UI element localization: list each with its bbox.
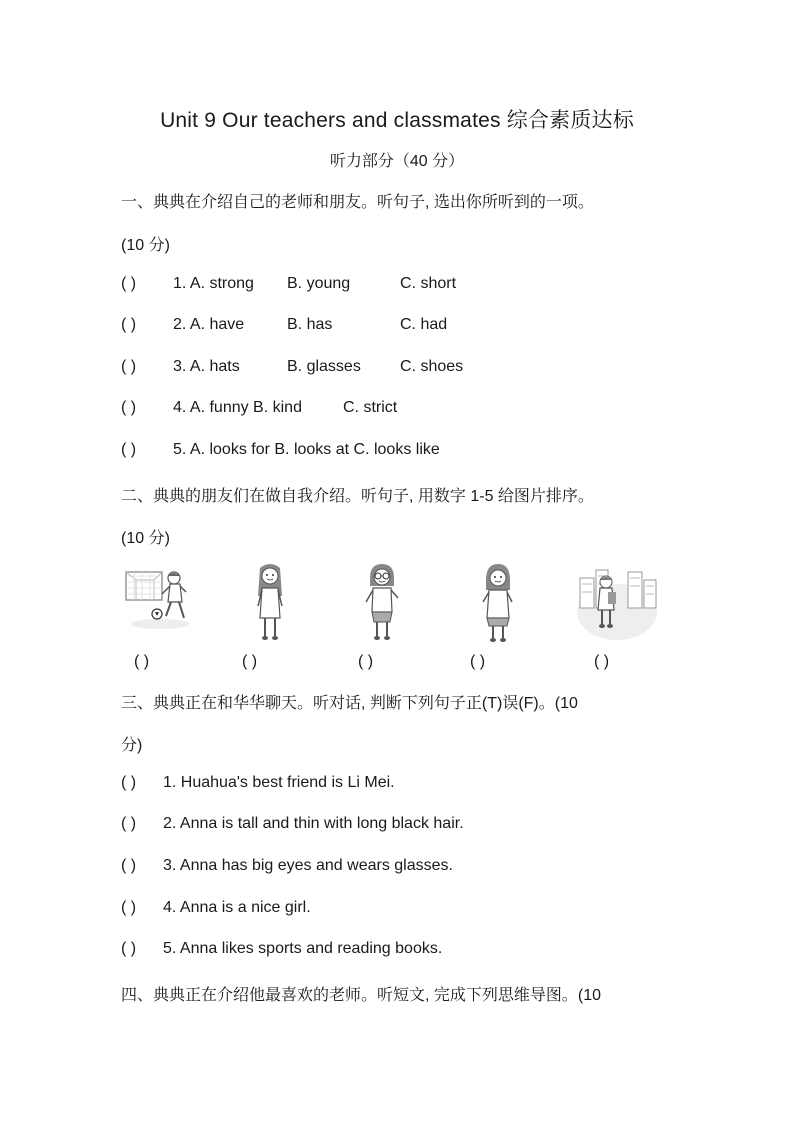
section1-score: (10 分) [121, 237, 170, 254]
boy-in-street-icon [576, 562, 658, 640]
picture-order-blank[interactable]: ( ) [134, 653, 150, 670]
statement-text: 1. Huahua's best friend is Li Mei. [163, 774, 395, 791]
answer-blank[interactable]: ( ) [121, 815, 137, 832]
answer-blank[interactable]: ( ) [121, 899, 137, 916]
answer-blank[interactable]: ( ) [121, 358, 137, 375]
option-b: B. young [287, 275, 351, 292]
option-a: 4. A. funny B. kind [173, 399, 302, 416]
answer-blank[interactable]: ( ) [121, 316, 137, 333]
option-a: 2. A. have [173, 316, 245, 333]
girl-short-hair-icon [474, 562, 522, 646]
statement-text: 4. Anna is a nice girl. [163, 899, 311, 916]
option-c: C. had [400, 316, 448, 333]
answer-blank[interactable]: ( ) [121, 399, 137, 416]
option-c: C. short [400, 275, 457, 292]
picture-order-blank[interactable]: ( ) [242, 653, 258, 670]
option-c: C. strict [343, 399, 398, 416]
answer-blank[interactable]: ( ) [121, 441, 137, 458]
answer-blank[interactable]: ( ) [121, 857, 137, 874]
girl-with-glasses-icon [358, 562, 406, 646]
girl-long-hair-icon [246, 562, 294, 646]
option-b: B. glasses [287, 358, 361, 375]
option-a: 1. A. strong [173, 275, 254, 292]
boy-playing-football-icon [124, 562, 196, 634]
section2-heading: 二、典典的朋友们在做自我介绍。听句子, 用数字 1-5 给图片排序。 [121, 488, 594, 505]
statement-text: 3. Anna has big eyes and wears glasses. [163, 857, 453, 874]
option-a: 5. A. looks for B. looks at C. looks like [173, 441, 440, 458]
listening-part-subtitle: 听力部分（40 分） [329, 153, 465, 170]
statement-text: 2. Anna is tall and thin with long black hair. [163, 815, 464, 832]
section1-heading: 一、典典在介绍自己的老师和朋友。听句子, 选出你所听到的一项。 [121, 194, 594, 211]
page-title: Unit 9 Our teachers and classmates 综合素质达标 [160, 109, 634, 132]
option-c: C. shoes [400, 358, 464, 375]
statement-text: 5. Anna likes sports and reading books. [163, 940, 443, 957]
section4-heading: 四、典典正在介绍他最喜欢的老师。听短文, 完成下列思维导图。(10 [121, 987, 602, 1004]
picture-order-blank[interactable]: ( ) [358, 653, 374, 670]
answer-blank[interactable]: ( ) [121, 940, 137, 957]
answer-blank[interactable]: ( ) [121, 275, 137, 292]
picture-order-blank[interactable]: ( ) [470, 653, 486, 670]
answer-blank[interactable]: ( ) [121, 774, 137, 791]
section3-score: 分) [121, 737, 143, 754]
section3-heading: 三、典典正在和华华聊天。听对话, 判断下列句子正(T)误(F)。(10 [121, 695, 578, 712]
section2-score: (10 分) [121, 530, 170, 547]
option-a: 3. A. hats [173, 358, 240, 375]
picture-order-blank[interactable]: ( ) [594, 653, 610, 670]
option-b: B. has [287, 316, 333, 333]
